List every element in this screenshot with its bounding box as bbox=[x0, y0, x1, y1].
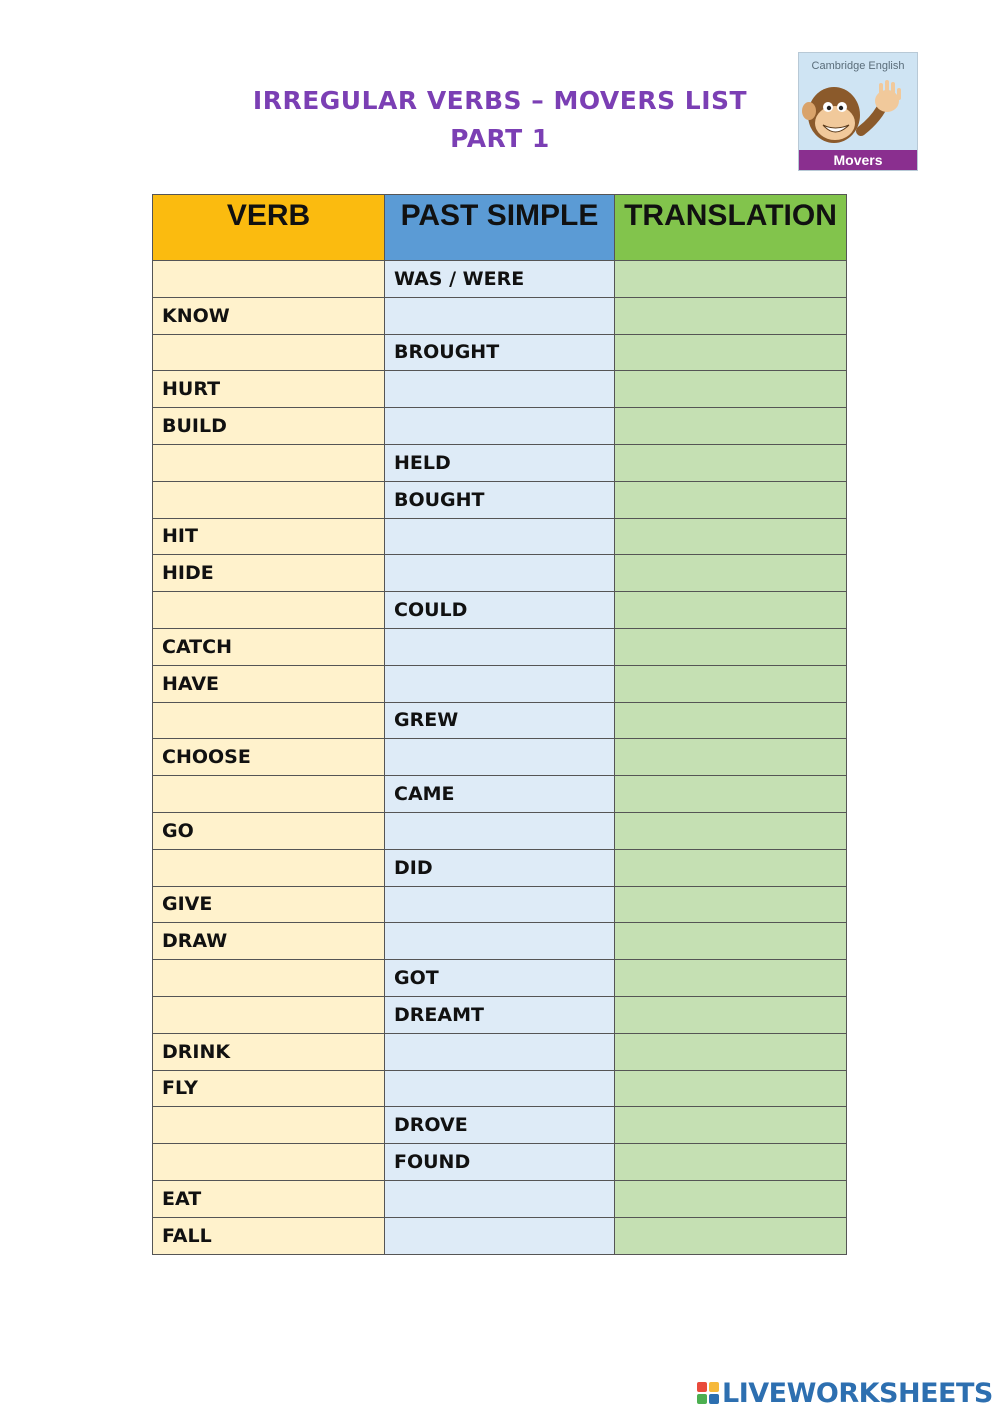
translation-cell[interactable] bbox=[615, 1180, 847, 1217]
verb-cell: CHOOSE bbox=[153, 739, 385, 776]
past-simple-cell: WAS / WERE bbox=[385, 261, 615, 298]
past-simple-cell[interactable] bbox=[385, 1217, 615, 1254]
past-simple-cell[interactable] bbox=[385, 812, 615, 849]
verb-cell[interactable] bbox=[153, 996, 385, 1033]
column-header-translation: TRANSLATION bbox=[615, 195, 847, 261]
translation-cell[interactable] bbox=[615, 1107, 847, 1144]
past-simple-cell[interactable] bbox=[385, 371, 615, 408]
translation-cell[interactable] bbox=[615, 702, 847, 739]
table-row bbox=[153, 371, 847, 408]
past-simple-cell[interactable] bbox=[385, 518, 615, 555]
table-row bbox=[153, 481, 847, 518]
translation-cell[interactable] bbox=[615, 518, 847, 555]
past-simple-cell: BOUGHT bbox=[385, 481, 615, 518]
logo-square bbox=[697, 1382, 707, 1392]
liveworksheets-logo bbox=[697, 1376, 993, 1410]
column-header-past-simple: PAST SIMPLE bbox=[385, 195, 615, 261]
table-row bbox=[153, 1033, 847, 1070]
past-simple-cell: COULD bbox=[385, 592, 615, 629]
table-row bbox=[153, 408, 847, 445]
verb-cell[interactable] bbox=[153, 702, 385, 739]
table-row bbox=[153, 297, 847, 334]
past-simple-cell: DREAMT bbox=[385, 996, 615, 1033]
verb-cell[interactable] bbox=[153, 334, 385, 371]
translation-cell[interactable] bbox=[615, 481, 847, 518]
translation-cell[interactable] bbox=[615, 923, 847, 960]
past-simple-cell[interactable] bbox=[385, 1070, 615, 1107]
translation-cell[interactable] bbox=[615, 371, 847, 408]
logo-square bbox=[709, 1382, 719, 1392]
column-header-verb: VERB bbox=[153, 195, 385, 261]
table-row bbox=[153, 444, 847, 481]
verb-cell[interactable] bbox=[153, 261, 385, 298]
translation-cell[interactable] bbox=[615, 555, 847, 592]
past-simple-cell[interactable] bbox=[385, 297, 615, 334]
translation-cell[interactable] bbox=[615, 960, 847, 997]
translation-cell[interactable] bbox=[615, 261, 847, 298]
verb-cell[interactable] bbox=[153, 592, 385, 629]
verb-cell: GIVE bbox=[153, 886, 385, 923]
verb-cell: FALL bbox=[153, 1217, 385, 1254]
badge-brand: Cambridge English bbox=[811, 60, 905, 72]
verb-cell: DRINK bbox=[153, 1033, 385, 1070]
verb-cell[interactable] bbox=[153, 776, 385, 813]
table-row bbox=[153, 555, 847, 592]
translation-cell[interactable] bbox=[615, 1217, 847, 1254]
verb-cell: EAT bbox=[153, 1180, 385, 1217]
verb-cell[interactable] bbox=[153, 849, 385, 886]
past-simple-cell: HELD bbox=[385, 444, 615, 481]
table-row bbox=[153, 1217, 847, 1254]
translation-cell[interactable] bbox=[615, 444, 847, 481]
verb-cell: CATCH bbox=[153, 628, 385, 665]
past-simple-cell: BROUGHT bbox=[385, 334, 615, 371]
verb-cell[interactable] bbox=[153, 1107, 385, 1144]
table-row bbox=[153, 592, 847, 629]
translation-cell[interactable] bbox=[615, 886, 847, 923]
verb-cell: DRAW bbox=[153, 923, 385, 960]
verb-cell[interactable] bbox=[153, 960, 385, 997]
translation-cell[interactable] bbox=[615, 1033, 847, 1070]
table-row bbox=[153, 776, 847, 813]
logo-square bbox=[709, 1394, 719, 1404]
past-simple-cell[interactable] bbox=[385, 1180, 615, 1217]
table-row bbox=[153, 1070, 847, 1107]
table-row bbox=[153, 849, 847, 886]
table-row bbox=[153, 665, 847, 702]
past-simple-cell[interactable] bbox=[385, 665, 615, 702]
past-simple-cell[interactable] bbox=[385, 628, 615, 665]
translation-cell[interactable] bbox=[615, 592, 847, 629]
past-simple-cell: DROVE bbox=[385, 1107, 615, 1144]
translation-cell[interactable] bbox=[615, 812, 847, 849]
translation-cell[interactable] bbox=[615, 334, 847, 371]
liveworksheets-mark-icon bbox=[697, 1382, 719, 1404]
verb-cell: HAVE bbox=[153, 665, 385, 702]
table-row bbox=[153, 1107, 847, 1144]
past-simple-cell[interactable] bbox=[385, 886, 615, 923]
translation-cell[interactable] bbox=[615, 1070, 847, 1107]
verb-cell: KNOW bbox=[153, 297, 385, 334]
past-simple-cell[interactable] bbox=[385, 555, 615, 592]
past-simple-cell: GREW bbox=[385, 702, 615, 739]
monkey-icon bbox=[799, 71, 918, 153]
past-simple-cell: DID bbox=[385, 849, 615, 886]
table-row bbox=[153, 334, 847, 371]
table-row bbox=[153, 960, 847, 997]
page-subtitle: PART 1 bbox=[450, 124, 550, 153]
table-row bbox=[153, 628, 847, 665]
verb-cell: HIT bbox=[153, 518, 385, 555]
translation-cell[interactable] bbox=[615, 739, 847, 776]
translation-cell[interactable] bbox=[615, 628, 847, 665]
past-simple-cell: GOT bbox=[385, 960, 615, 997]
verb-cell: GO bbox=[153, 812, 385, 849]
page-title: IRREGULAR VERBS – MOVERS LIST bbox=[252, 86, 748, 115]
irregular-verbs-table bbox=[152, 194, 847, 1255]
past-simple-cell[interactable] bbox=[385, 1033, 615, 1070]
verb-cell[interactable] bbox=[153, 1144, 385, 1181]
cambridge-movers-badge bbox=[798, 52, 918, 171]
past-simple-cell: FOUND bbox=[385, 1144, 615, 1181]
table-row bbox=[153, 812, 847, 849]
logo-square bbox=[697, 1394, 707, 1404]
table-row bbox=[153, 518, 847, 555]
verb-cell: HIDE bbox=[153, 555, 385, 592]
verb-cell[interactable] bbox=[153, 444, 385, 481]
table-row bbox=[153, 1180, 847, 1217]
translation-cell[interactable] bbox=[615, 297, 847, 334]
past-simple-cell[interactable] bbox=[385, 408, 615, 445]
table-row bbox=[153, 923, 847, 960]
table-row bbox=[153, 1144, 847, 1181]
table-row bbox=[153, 886, 847, 923]
translation-cell[interactable] bbox=[615, 776, 847, 813]
translation-cell[interactable] bbox=[615, 408, 847, 445]
table-row bbox=[153, 739, 847, 776]
liveworksheets-wordmark: LIVEWORKSHEETS bbox=[722, 1377, 993, 1409]
table-header-row bbox=[153, 195, 847, 261]
table-row bbox=[153, 996, 847, 1033]
translation-cell[interactable] bbox=[615, 996, 847, 1033]
verb-cell[interactable] bbox=[153, 481, 385, 518]
table-row bbox=[153, 261, 847, 298]
verb-cell: HURT bbox=[153, 371, 385, 408]
past-simple-cell: CAME bbox=[385, 776, 615, 813]
verb-cell: FLY bbox=[153, 1070, 385, 1107]
translation-cell[interactable] bbox=[615, 665, 847, 702]
past-simple-cell[interactable] bbox=[385, 739, 615, 776]
translation-cell[interactable] bbox=[615, 1144, 847, 1181]
past-simple-cell[interactable] bbox=[385, 923, 615, 960]
verb-cell: BUILD bbox=[153, 408, 385, 445]
translation-cell[interactable] bbox=[615, 849, 847, 886]
table-row bbox=[153, 702, 847, 739]
badge-level: Movers bbox=[799, 150, 917, 170]
